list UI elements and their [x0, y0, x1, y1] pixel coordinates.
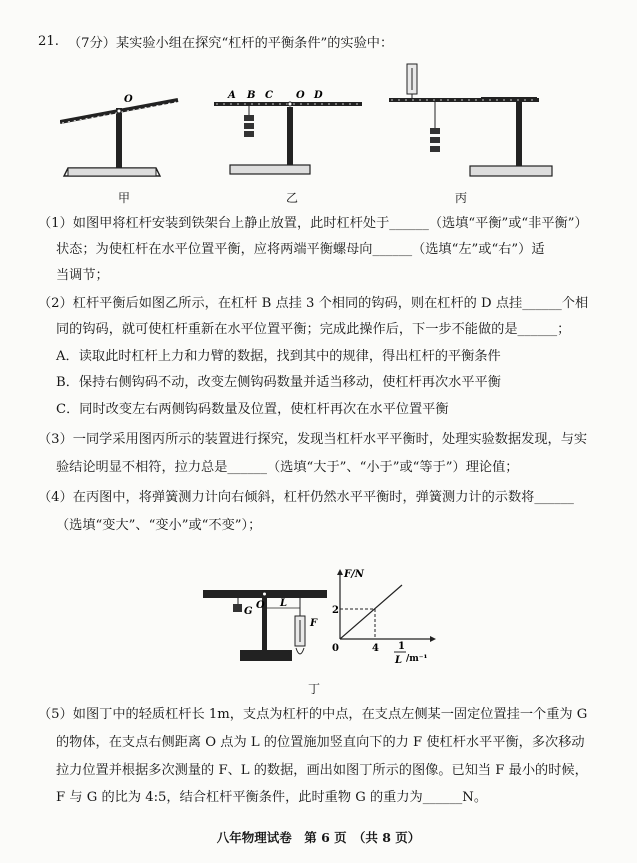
- part-1-line-3: 当调节；: [56, 268, 109, 283]
- part-2-line-1: （2）杠杆平衡后如图乙所示，在杠杆 B 点挂 3 个相同的钩码，则在杠杆的 D 点挂______个相: [38, 296, 589, 311]
- option-a: A．读取此时杠杆上力和力臂的数据，找到其中的规律，得出杠杆的平衡条件: [56, 349, 501, 364]
- part-5-line-3: 拉力位置并根据多次测量的 F、L 的数据，画出如图丁所示的图像。已知当 F 最小的时候，: [56, 763, 588, 778]
- caption-yi: 乙: [286, 191, 299, 205]
- graph-x-tick: 4: [372, 643, 379, 654]
- label-c: C: [265, 90, 273, 101]
- label-a: A: [228, 90, 236, 101]
- label-o-ding: O: [256, 600, 265, 611]
- part-5-line-1: （5）如图丁中的轻质杠杆长 1m，支点为杠杆的中点，在支点左侧某一固定位置挂一个重为 G: [38, 707, 588, 722]
- question-number: 21.: [38, 34, 59, 49]
- caption-jia: 甲: [118, 191, 131, 205]
- option-b: B．保持右侧钩码不动，改变左侧钩码数量并适当移动，使杠杆再次水平平衡: [56, 375, 501, 390]
- caption-ding: 丁: [308, 682, 321, 696]
- part-5-line-4: F 与 G 的比为 4:5，结合杠杆平衡条件，此时重物 G 的重力为______N。: [56, 790, 488, 805]
- figure-bing: [385, 62, 560, 187]
- figure-yi: [210, 85, 365, 190]
- part-5-line-2: 的物体，在支点右侧距离 O 点为 L 的位置施加竖直向下的力 F 使杠杆水平平衡，多次移动: [56, 735, 585, 750]
- part-3-line-2: 验结论明显不相符，拉力总是______（选填“大于”、“小于”或“等于”）理论值；: [56, 460, 519, 475]
- graph-x-den: L: [395, 655, 403, 666]
- graph-origin: 0: [332, 643, 339, 654]
- figure-ding-graph: [332, 565, 442, 675]
- option-c: C．同时改变左右两侧钩码数量及位置，使杠杆再次在水平位置平衡: [56, 402, 449, 417]
- part-2-line-2: 同的钩码，就可使杠杆重新在水平位置平衡；完成此操作后，下一步不能做的是______；: [56, 322, 571, 337]
- question-stem: （7分）某实验小组在探究“杠杆的平衡条件”的实验中：: [68, 36, 394, 51]
- label-g: G: [244, 606, 253, 617]
- part-1-line-2: 状态；为使杠杆在水平位置平衡，应将两端平衡螺母向______（选填“左”或“右”）适: [56, 242, 545, 257]
- caption-bing: 丙: [455, 191, 468, 205]
- part-4-line-1: （4）在丙图中，将弹簧测力计向右倾斜，杠杆仍然水平平衡时，弹簧测力计的示数将______: [38, 490, 574, 505]
- part-4-line-2: （选填“变大”、“变小”或“不变”）；: [56, 518, 262, 533]
- label-f: F: [310, 618, 318, 629]
- graph-y-tick: 2: [332, 605, 339, 616]
- label-d: D: [314, 90, 323, 101]
- label-l: L: [280, 598, 288, 609]
- label-o-jia: O: [124, 94, 133, 105]
- part-3-line-1: （3）一同学采用图丙所示的装置进行探究，发现当杠杆水平平衡时，处理实验数据发现，与实: [38, 432, 588, 447]
- figure-ding-lever: [200, 578, 330, 663]
- label-o-yi: O: [296, 90, 305, 101]
- graph-y-label: F/N: [344, 569, 364, 580]
- graph-x-num: 1: [398, 641, 405, 652]
- page-footer: 八年物理试卷 第 6 页 （共 8 页）: [216, 830, 421, 845]
- figure-jia: [60, 80, 190, 190]
- graph-x-unit: /m⁻¹: [406, 654, 428, 664]
- part-1-line-1: （1）如图甲将杠杆安装到铁架台上静止放置，此时杠杆处于______（选填“平衡”或“非平衡”）: [38, 216, 588, 231]
- label-b: B: [247, 90, 256, 101]
